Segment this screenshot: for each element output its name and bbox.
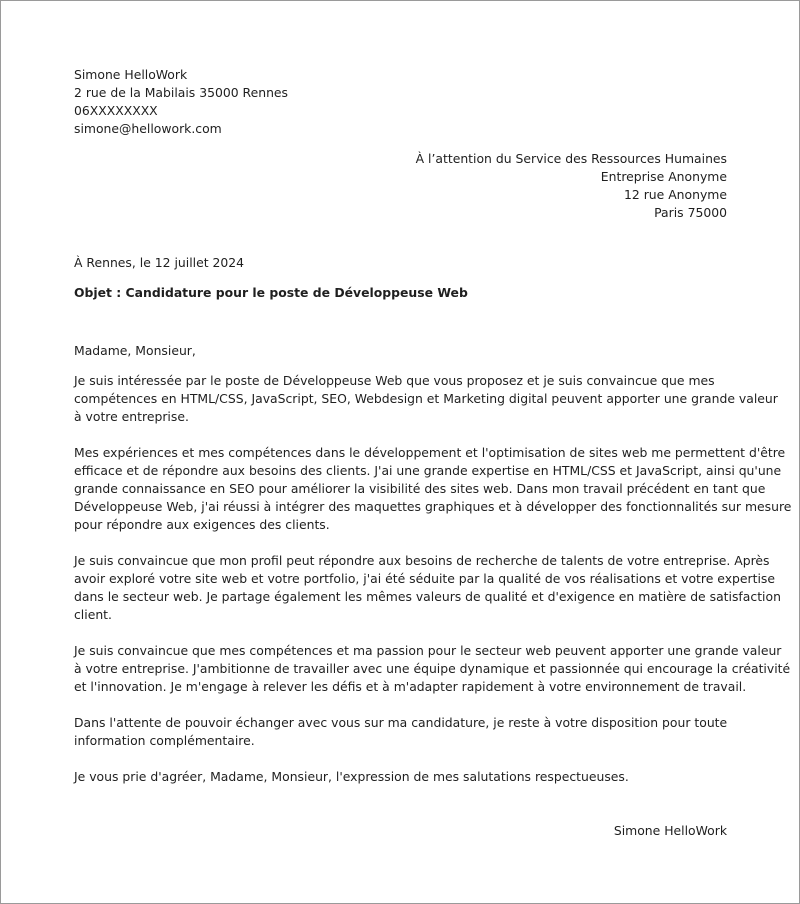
- recipient-block: [416, 150, 727, 222]
- paragraph-line: Je suis intéressée par le poste de Développeuse Web que vous proposez et je suis convaincue que mes: [74, 373, 715, 388]
- paragraph-ambition: [74, 642, 791, 696]
- paragraph-line: compétences en HTML/CSS, JavaScript, SEO, Webdesign et Marketing digital peuvent apporter une grande valeur: [74, 391, 778, 406]
- paragraph-line: Mes expériences et mes compétences dans le développement et l'optimisation de sites web me permettent d'être: [74, 445, 786, 460]
- paragraph-availability: [74, 714, 729, 750]
- paragraph-line: grande connaissance en SEO pour améliorer la visibilité des sites web. Dans mon travail précédent en tant que: [74, 481, 766, 496]
- paragraph-line: pour répondre aux exigences des clients.: [74, 517, 330, 532]
- sender-phone: 06XXXXXXXX: [74, 103, 158, 118]
- paragraph-line: avoir exploré votre site web et votre portfolio, j'ai été séduite par la qualité de vos réalisations et votre expertise: [74, 571, 776, 586]
- sender-block: [74, 66, 729, 138]
- paragraph-line: Je suis convaincue que mes compétences et ma passion pour le secteur web peuvent apporter une grande valeur: [74, 643, 782, 658]
- sender-email: simone@hellowork.com: [74, 121, 222, 136]
- recipient-city: Paris 75000: [654, 205, 727, 220]
- letter-subject: Objet : Candidature pour le poste de Développeuse Web: [74, 285, 468, 300]
- paragraph-line: dans le secteur web. Je partage également les mêmes valeurs de qualité et d'exigence en matière de satisfaction: [74, 589, 781, 604]
- paragraph-line: Dans l'attente de pouvoir échanger avec vous sur ma candidature, je reste à votre disposition pour toute: [74, 715, 728, 730]
- paragraph-line: Développeuse Web, j'ai réussi à intégrer des maquettes graphiques et à développer des fonctionnalités sur mesure: [74, 499, 792, 514]
- paragraph-line: à votre entreprise.: [74, 409, 189, 424]
- paragraph-motivation: [74, 552, 781, 624]
- letter-date: À Rennes, le 12 juillet 2024: [74, 255, 245, 270]
- paragraph-line: efficace et de répondre aux besoins des clients. J'ai une grande expertise en HTML/CSS et JavaScript, ainsi qu'une: [74, 463, 782, 478]
- sender-name: Simone HelloWork: [74, 67, 188, 82]
- paragraph-intro: [74, 372, 778, 426]
- paragraph-line: information complémentaire.: [74, 733, 255, 748]
- paragraph-line: à votre entreprise. J'ambitionne de travailler avec une équipe dynamique et passionnée qui encourage la créativité: [74, 661, 791, 676]
- paragraph-experience: [74, 444, 792, 534]
- paragraph-line: Je vous prie d'agréer, Madame, Monsieur, l'expression de mes salutations respectueuses.: [74, 769, 629, 784]
- recipient-company: Entreprise Anonyme: [600, 169, 727, 184]
- paragraph-line: Je suis convaincue que mon profil peut répondre aux besoins de recherche de talents de votre entreprise. Après: [74, 553, 770, 568]
- recipient-attention: À l’attention du Service des Ressources Humaines: [415, 151, 727, 166]
- letter-signature: Simone HelloWork: [613, 823, 727, 838]
- sender-address: 2 rue de la Mabilais 35000 Rennes: [74, 85, 289, 100]
- paragraph-line: et l'innovation. Je m'engage à relever les défis et à m'adapter rapidement à votre environnement de travail.: [74, 679, 747, 694]
- letter-salutation: Madame, Monsieur,: [74, 343, 196, 358]
- recipient-street: 12 rue Anonyme: [623, 187, 727, 202]
- paragraph-line: client.: [74, 607, 112, 622]
- paragraph-closing: [74, 768, 729, 786]
